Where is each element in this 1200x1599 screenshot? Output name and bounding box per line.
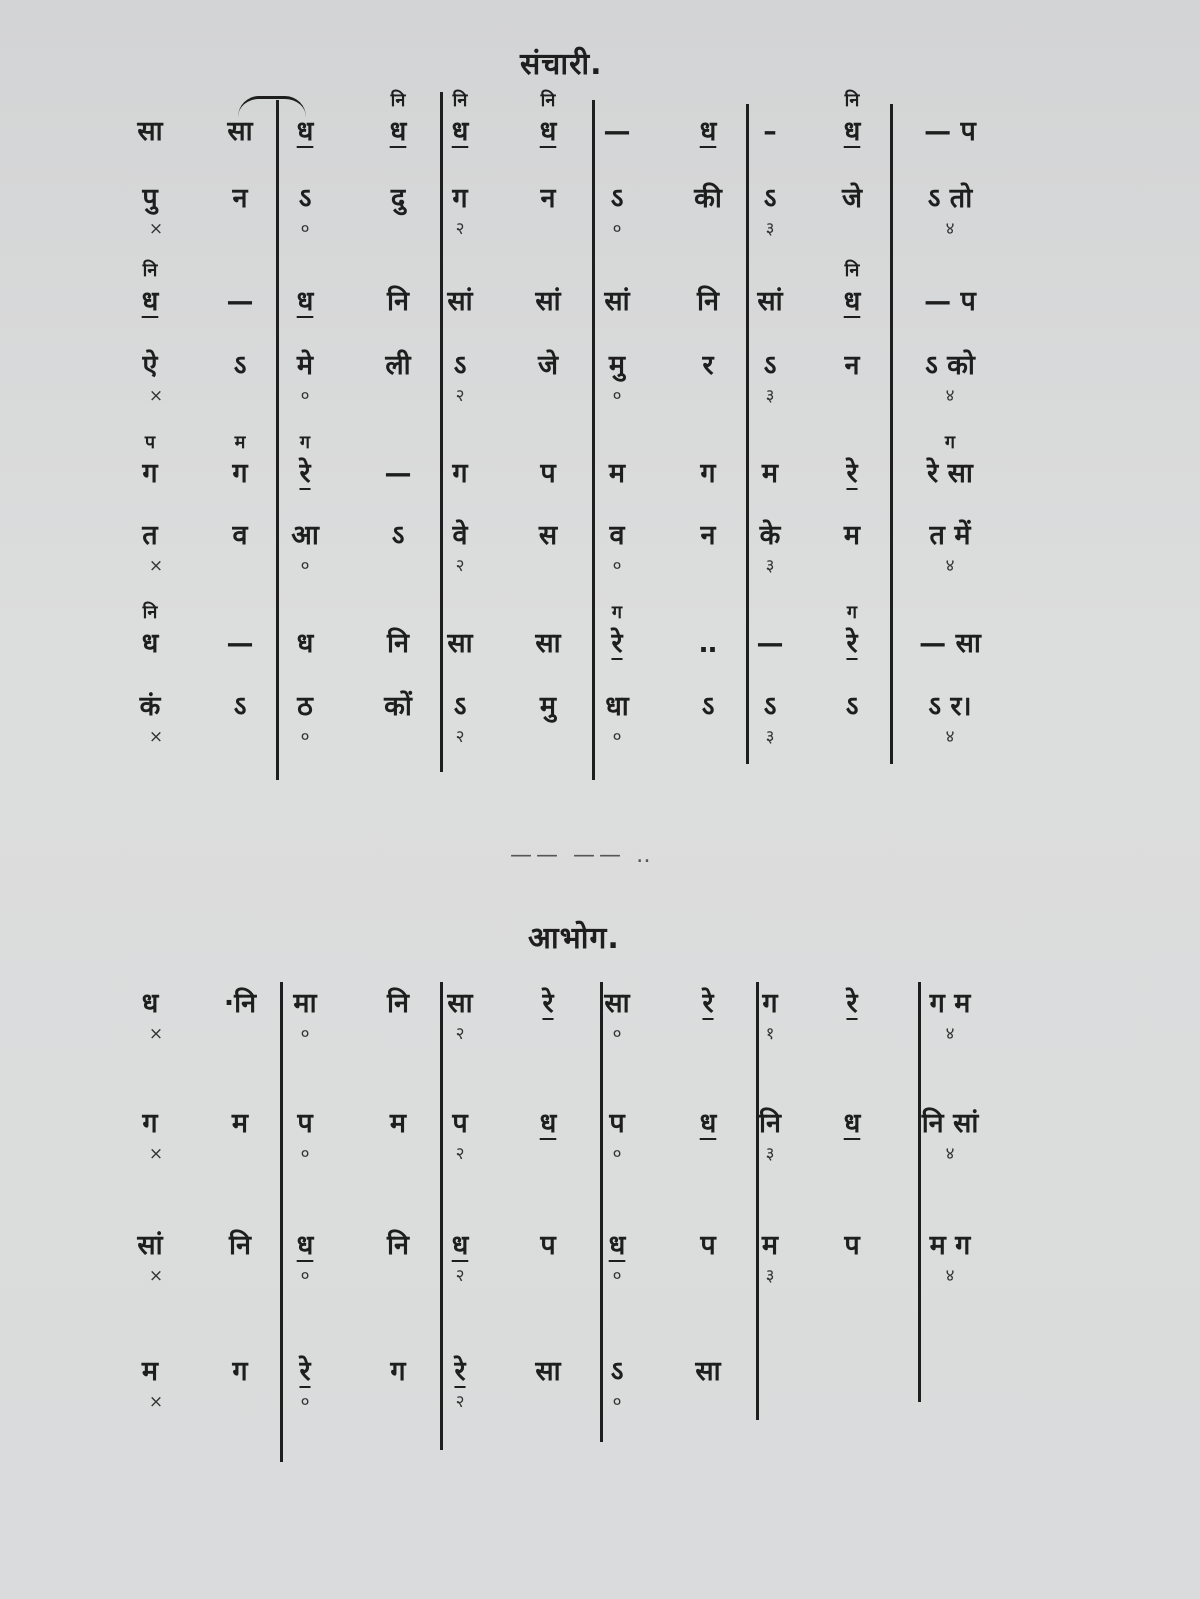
tala-beat-mark: ४ <box>945 556 955 576</box>
swara-cell: ग <box>762 988 778 1019</box>
swara-cell: ध <box>539 1108 557 1139</box>
swara-cell: के <box>759 520 781 551</box>
swara-cell: सां <box>535 286 561 317</box>
abhog-title: आभोग. <box>528 921 620 956</box>
swara-cell: ऽ <box>763 691 777 722</box>
swara-cell: ग <box>390 1356 406 1387</box>
tala-beat-mark: ४ <box>945 1266 955 1286</box>
swara-cell: ध <box>141 286 159 317</box>
swara-cell: न <box>232 183 248 214</box>
swara-cell: ग <box>452 458 468 489</box>
swara-cell: ग <box>700 458 716 489</box>
swara-cell: ध <box>296 286 314 317</box>
swara-cell: म ग <box>929 1230 971 1261</box>
tala-beat-mark: × <box>148 1392 164 1412</box>
swara-cell: सा <box>447 628 473 659</box>
swara-cell: ग म <box>929 988 971 1019</box>
swara-cell: सां <box>604 286 630 317</box>
tala-beat-mark: ४ <box>945 1024 955 1044</box>
tala-beat-mark: ० <box>612 386 622 406</box>
swara-cell: ली <box>385 350 411 381</box>
swara-cell: ग <box>142 458 158 489</box>
swara-cell: ठ <box>297 691 313 722</box>
swara-cell: प <box>700 1230 716 1261</box>
swara-cell: प <box>540 1230 556 1261</box>
swara-cell: रे <box>702 988 714 1019</box>
swara-cell: ऽ <box>453 691 467 722</box>
swara-cell: रे <box>846 628 858 659</box>
tala-beat-mark: ४ <box>945 1144 955 1164</box>
swara-cell: नि <box>759 1108 781 1139</box>
tala-beat-mark: २ <box>455 556 465 576</box>
tala-beat-mark: २ <box>455 727 465 747</box>
swara-cell: जे <box>537 350 559 381</box>
tala-beat-mark: ३ <box>765 219 775 239</box>
swara-cell: – <box>763 116 777 147</box>
tala-beat-mark: × <box>148 1144 164 1164</box>
tala-beat-mark: × <box>148 386 164 406</box>
kan-swar-grace-note: नि <box>390 90 406 111</box>
vibhag-divider-line <box>276 100 279 780</box>
swara-cell: ऽ <box>610 1356 624 1387</box>
swara-cell: ऽ <box>233 350 247 381</box>
tala-beat-mark: ० <box>300 386 310 406</box>
swara-cell: व <box>609 520 625 551</box>
tala-beat-mark: × <box>148 219 164 239</box>
swara-cell: ध <box>389 116 407 147</box>
swara-cell: ·नि <box>223 988 257 1019</box>
swara-cell: ध <box>843 286 861 317</box>
swara-cell: न <box>844 350 860 381</box>
tala-beat-mark: ० <box>612 1392 622 1412</box>
swara-cell: प <box>609 1108 625 1139</box>
tala-beat-mark: ० <box>612 1144 622 1164</box>
swara-cell: मु <box>539 691 557 722</box>
swara-cell: म <box>843 520 861 551</box>
swara-cell: सा <box>535 628 561 659</box>
tala-beat-mark: ० <box>300 1024 310 1044</box>
kan-swar-grace-note: ग <box>611 602 623 623</box>
swara-cell: ऽ <box>701 691 715 722</box>
swara-cell: ऽ को <box>925 350 975 381</box>
swara-cell: ध <box>608 1230 626 1261</box>
swara-cell: सा <box>535 1356 561 1387</box>
swara-cell: रे <box>299 458 311 489</box>
kan-swar-grace-note: नि <box>452 90 468 111</box>
tala-beat-mark: ० <box>300 556 310 576</box>
swara-cell: की <box>694 183 722 214</box>
swara-cell: सा <box>137 116 163 147</box>
swara-cell: रे <box>846 458 858 489</box>
vibhag-divider-line <box>592 100 595 780</box>
swara-cell: दु <box>390 183 406 214</box>
tala-beat-mark: ० <box>300 1392 310 1412</box>
swara-cell: ग <box>452 183 468 214</box>
swara-cell: ग <box>232 1356 248 1387</box>
swara-cell: ऽ <box>453 350 467 381</box>
vibhag-divider-line <box>280 982 283 1462</box>
swara-cell: जे <box>841 183 863 214</box>
tala-beat-mark: × <box>148 1266 164 1286</box>
swara-cell: मे <box>296 350 314 381</box>
tala-beat-mark: १ <box>765 1024 775 1044</box>
tala-beat-mark: २ <box>455 1266 465 1286</box>
swara-cell: — <box>603 116 631 147</box>
swara-cell: ध <box>699 116 717 147</box>
tala-beat-mark: ० <box>612 727 622 747</box>
swara-cell: ऽ <box>845 691 859 722</box>
kan-swar-grace-note: ग <box>944 432 956 453</box>
kan-swar-grace-note: ग <box>846 602 858 623</box>
swara-cell: म <box>608 458 626 489</box>
vibhag-divider-line <box>440 982 443 1450</box>
swara-cell: ध <box>451 116 469 147</box>
tala-beat-mark: ४ <box>945 386 955 406</box>
swara-cell: वे <box>452 520 468 551</box>
swara-cell: सा <box>227 116 253 147</box>
swara-cell: र <box>702 350 714 381</box>
kan-swar-grace-note: नि <box>844 260 860 281</box>
swara-cell: — प <box>924 116 976 147</box>
swara-cell: रे <box>454 1356 466 1387</box>
swara-cell: न <box>700 520 716 551</box>
swara-cell: कं <box>139 691 161 722</box>
swara-cell: ध <box>843 1108 861 1139</box>
swara-cell: व <box>232 520 248 551</box>
swara-cell: रे <box>846 988 858 1019</box>
swara-cell: सा <box>604 988 630 1019</box>
swara-cell: ध <box>296 116 314 147</box>
tala-beat-mark: ० <box>612 1024 622 1044</box>
swara-cell: रे <box>299 1356 311 1387</box>
swara-cell: ध <box>141 988 159 1019</box>
kan-swar-grace-note: ग <box>299 432 311 453</box>
tala-beat-mark: ० <box>612 556 622 576</box>
vibhag-divider-line <box>600 982 603 1442</box>
tala-beat-mark: × <box>148 556 164 576</box>
swara-cell: नि <box>387 286 409 317</box>
swara-cell: रे <box>542 988 554 1019</box>
tala-beat-mark: २ <box>455 1144 465 1164</box>
kan-swar-grace-note: प <box>144 432 156 453</box>
tala-beat-mark: ३ <box>765 556 775 576</box>
tala-beat-mark: ३ <box>765 1266 775 1286</box>
swara-cell: प <box>844 1230 860 1261</box>
swara-cell: ऽ <box>391 520 405 551</box>
swara-cell: ऽ <box>233 691 247 722</box>
swara-cell: ध <box>296 1230 314 1261</box>
swara-cell: ऽ <box>763 350 777 381</box>
tala-beat-mark: ० <box>300 1144 310 1164</box>
tala-beat-mark: × <box>148 727 164 747</box>
swara-cell: नि सां <box>921 1108 979 1139</box>
swara-cell: मा <box>293 988 317 1019</box>
tala-beat-mark: ३ <box>765 727 775 747</box>
swara-cell: ग <box>232 458 248 489</box>
swara-cell: ध <box>451 1230 469 1261</box>
swara-cell: म <box>389 1108 407 1139</box>
tala-beat-mark: ० <box>300 219 310 239</box>
slur-arc <box>238 96 306 117</box>
swara-cell: — <box>756 628 784 659</box>
swara-cell: — <box>384 458 412 489</box>
tala-beat-mark: २ <box>455 1392 465 1412</box>
swara-cell: ‥ <box>698 628 718 659</box>
vibhag-divider-line <box>746 104 749 764</box>
tala-beat-mark: ३ <box>765 1144 775 1164</box>
swara-cell: — सा <box>919 628 981 659</box>
tala-beat-mark: ३ <box>765 386 775 406</box>
kan-swar-grace-note: नि <box>844 90 860 111</box>
tala-beat-mark: ० <box>612 219 622 239</box>
swara-cell: — <box>226 628 254 659</box>
swara-cell: ग <box>142 1108 158 1139</box>
tala-beat-mark: ० <box>612 1266 622 1286</box>
kan-swar-grace-note: नि <box>540 90 556 111</box>
swara-cell: धा <box>605 691 629 722</box>
swara-cell: ध <box>296 628 314 659</box>
swara-cell: म <box>141 1356 159 1387</box>
swara-cell: ऽ <box>610 183 624 214</box>
sanchari-title: संचारी. <box>520 47 603 82</box>
swara-cell: सां <box>137 1230 163 1261</box>
swara-cell: — <box>226 286 254 317</box>
swara-cell: ऽ तो <box>927 183 973 214</box>
swara-cell: प <box>452 1108 468 1139</box>
swara-cell: आ <box>291 520 319 551</box>
tala-beat-mark: २ <box>455 219 465 239</box>
kan-swar-grace-note: म <box>234 432 246 453</box>
swara-cell: त <box>142 520 158 551</box>
swara-cell: नि <box>229 1230 251 1261</box>
swara-cell: सा <box>695 1356 721 1387</box>
swara-cell: म <box>231 1108 249 1139</box>
swara-cell: स <box>538 520 558 551</box>
tala-beat-mark: ० <box>300 727 310 747</box>
swara-cell: नि <box>697 286 719 317</box>
swara-cell: सां <box>447 286 473 317</box>
section-separator: —— —— ‥ <box>510 843 655 868</box>
swara-cell: नि <box>387 988 409 1019</box>
swara-cell: रे <box>611 628 623 659</box>
vibhag-divider-line <box>440 92 443 772</box>
kan-swar-grace-note: नि <box>142 602 158 623</box>
swara-cell: ध <box>141 628 159 659</box>
tala-beat-mark: × <box>148 1024 164 1044</box>
swara-cell: ऐ <box>142 350 158 381</box>
swara-cell: पु <box>142 183 158 214</box>
swara-cell: ध <box>539 116 557 147</box>
tala-beat-mark: ० <box>300 1266 310 1286</box>
swara-cell: त में <box>929 520 971 551</box>
swara-cell: — प <box>924 286 976 317</box>
swara-cell: ऽ <box>298 183 312 214</box>
swara-cell: कों <box>384 691 412 722</box>
swara-cell: नि <box>387 628 409 659</box>
kan-swar-grace-note: नि <box>142 260 158 281</box>
swara-cell: ध <box>699 1108 717 1139</box>
tala-beat-mark: २ <box>455 1024 465 1044</box>
swara-cell: ऽ <box>763 183 777 214</box>
swara-cell: म <box>761 1230 779 1261</box>
swara-cell: मु <box>608 350 626 381</box>
swara-cell: सां <box>757 286 783 317</box>
swara-cell: म <box>761 458 779 489</box>
tala-beat-mark: २ <box>455 386 465 406</box>
swara-cell: न <box>540 183 556 214</box>
swara-cell: प <box>297 1108 313 1139</box>
tala-beat-mark: ४ <box>945 219 955 239</box>
swara-cell: प <box>540 458 556 489</box>
swara-cell: रे सा <box>927 458 973 489</box>
swara-cell: नि <box>387 1230 409 1261</box>
vibhag-divider-line <box>890 104 893 764</box>
swara-cell: ऽ र। <box>928 691 972 722</box>
swara-cell: सा <box>447 988 473 1019</box>
vibhag-divider-line <box>918 982 921 1402</box>
tala-beat-mark: ४ <box>945 727 955 747</box>
swara-cell: ध <box>843 116 861 147</box>
vibhag-divider-line <box>756 982 759 1420</box>
